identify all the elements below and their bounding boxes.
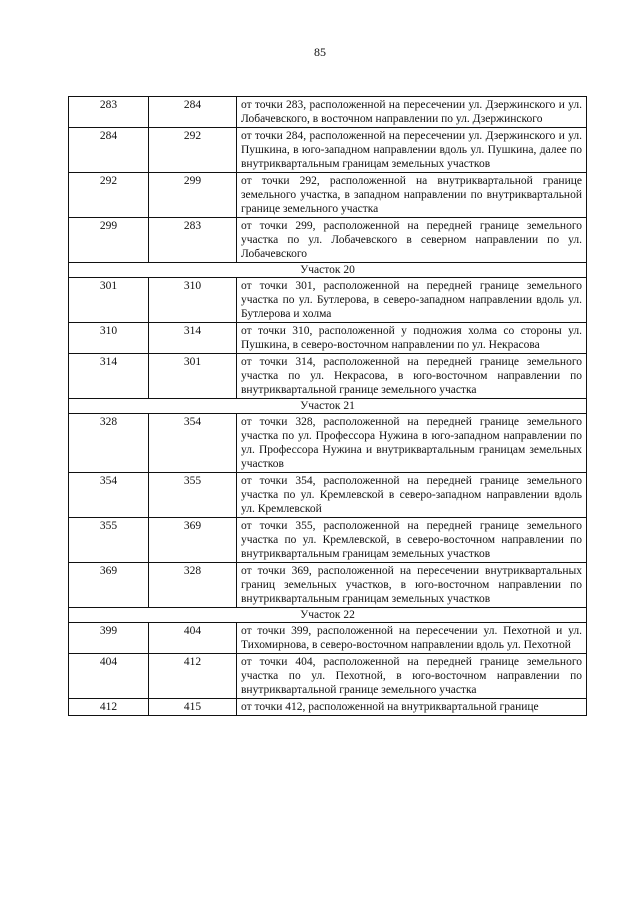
- from-point-cell: 404: [69, 654, 149, 699]
- to-point-cell: 284: [149, 97, 237, 128]
- to-point-cell: 412: [149, 654, 237, 699]
- to-point-cell: 299: [149, 173, 237, 218]
- segment-description-cell: от точки 412, расположенной на внутриквартальной границе: [237, 699, 587, 716]
- section-title: Участок 22: [69, 608, 587, 623]
- table-row: [69, 563, 587, 608]
- table-row: [69, 323, 587, 354]
- from-point-cell: 292: [69, 173, 149, 218]
- to-point-cell: 355: [149, 473, 237, 518]
- from-point-cell: 301: [69, 278, 149, 323]
- from-point-cell: 354: [69, 473, 149, 518]
- table-row: [69, 623, 587, 654]
- segment-description-cell: от точки 283, расположенной на пересечении ул. Дзержинского и ул. Лобачевского, в восточном направлении по ул. Дзержинского: [237, 97, 587, 128]
- to-point-cell: 415: [149, 699, 237, 716]
- from-point-cell: 299: [69, 218, 149, 263]
- table-row: [69, 518, 587, 563]
- table-row: [69, 473, 587, 518]
- section-header-row: [69, 399, 587, 414]
- section-title: Участок 20: [69, 263, 587, 278]
- segment-description-cell: от точки 369, расположенной на пересечении внутриквартальных границ земельных участков, в юго-восточном направлении по внутриквартальным границам земельных участков: [237, 563, 587, 608]
- segment-description-cell: от точки 310, расположенной у подножия холма со стороны ул. Пушкина, в северо-восточном направлении по ул. Некрасова: [237, 323, 587, 354]
- table-row: [69, 354, 587, 399]
- section-title: Участок 21: [69, 399, 587, 414]
- to-point-cell: 283: [149, 218, 237, 263]
- from-point-cell: 284: [69, 128, 149, 173]
- segment-description-cell: от точки 301, расположенной на передней границе земельного участка по ул. Бутлерова, в северо-западном направлении вдоль ул. Бутлерова и холма: [237, 278, 587, 323]
- segment-description-cell: от точки 292, расположенной на внутриквартальной границе земельного участка, в западном направлении по внутриквартальной границе земельного участка: [237, 173, 587, 218]
- table-row: [69, 278, 587, 323]
- segment-description-cell: от точки 354, расположенной на передней границе земельного участка по ул. Кремлевской в северо-западном направлении вдоль ул. Кремлевской: [237, 473, 587, 518]
- to-point-cell: 328: [149, 563, 237, 608]
- from-point-cell: 399: [69, 623, 149, 654]
- to-point-cell: 314: [149, 323, 237, 354]
- table-row: [69, 218, 587, 263]
- to-point-cell: 310: [149, 278, 237, 323]
- to-point-cell: 301: [149, 354, 237, 399]
- table-row: [69, 654, 587, 699]
- to-point-cell: 404: [149, 623, 237, 654]
- section-header-row: [69, 263, 587, 278]
- from-point-cell: 310: [69, 323, 149, 354]
- segment-description-cell: от точки 299, расположенной на передней границе земельного участка по ул. Лобачевского в северном направлении по ул. Лобачевского: [237, 218, 587, 263]
- table-row: [69, 173, 587, 218]
- page-number: 85: [314, 45, 326, 59]
- from-point-cell: 314: [69, 354, 149, 399]
- from-point-cell: 355: [69, 518, 149, 563]
- segment-description-cell: от точки 314, расположенной на передней границе земельного участка по ул. Некрасова, в юго-восточном направлении по внутриквартальной границе земельного участка: [237, 354, 587, 399]
- table-row: [69, 699, 587, 716]
- table-row: [69, 414, 587, 473]
- from-point-cell: 369: [69, 563, 149, 608]
- to-point-cell: 354: [149, 414, 237, 473]
- segment-description-cell: от точки 328, расположенной на передней границе земельного участка по ул. Профессора Нужина в юго-западном направлении по ул. Профессора Нужина и внутриквартальным границам земельных участков: [237, 414, 587, 473]
- table-body: [69, 97, 587, 716]
- table-row: [69, 97, 587, 128]
- segment-description-cell: от точки 284, расположенной на пересечении ул. Дзержинского и ул. Пушкина, в юго-западном направлении вдоль ул. Пушкина, далее по внутриквартальным границам земельных участков: [237, 128, 587, 173]
- segment-description-cell: от точки 404, расположенной на передней границе земельного участка по ул. Пехотной, в юго-восточном направлении по внутриквартальной границе земельного участка: [237, 654, 587, 699]
- segment-description-cell: от точки 355, расположенной на передней границе земельного участка по ул. Кремлевской, в северо-восточном направлении по внутриквартальным границам земельных участков: [237, 518, 587, 563]
- from-point-cell: 412: [69, 699, 149, 716]
- segment-description-cell: от точки 399, расположенной на пересечении ул. Пехотной и ул. Тихомирнова, в северо-восточном направлении вдоль ул. Пехотной: [237, 623, 587, 654]
- to-point-cell: 369: [149, 518, 237, 563]
- from-point-cell: 283: [69, 97, 149, 128]
- boundary-description-table: [68, 96, 587, 716]
- section-header-row: [69, 608, 587, 623]
- from-point-cell: 328: [69, 414, 149, 473]
- to-point-cell: 292: [149, 128, 237, 173]
- table-row: [69, 128, 587, 173]
